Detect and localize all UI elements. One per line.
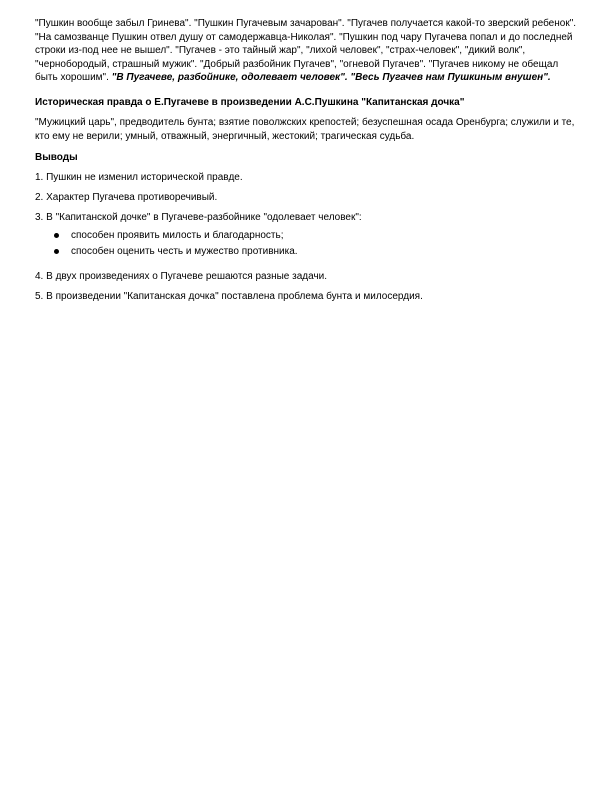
historical-truth-heading: Историческая правда о Е.Пугачеве в произведении А.С.Пушкина "Капитанская дочка" <box>35 96 465 108</box>
conclusion-item-3: 3. В "Капитанской дочке" в Пугачеве-разбойнике "одолевает человек": <box>35 212 362 224</box>
conclusion-item-2: 2. Характер Пугачева противоречивый. <box>35 192 218 204</box>
document-content <box>35 17 583 303</box>
conclusion-bullet-list <box>35 229 583 258</box>
conclusion-item-4: 4. В двух произведениях о Пугачеве решаются разные задачи. <box>35 271 328 283</box>
quotes-text: "Пушкин вообще забыл Гринева". "Пушкин Пугачевым зачарован". "Пугачев получается какой-то зверский ребенок". "На самозванце Пушкин отвел душу от самодержавца-Николая". "Пушкин под чару Пугачева попал и до последней строки из-под нее не вышел". "Пугачев - это тайный жар", "лихой человек", "страх-человек", "дикий волк", "чернобородый, страшный мужик". "Добрый разбойник Пугачев", "огневой Пугачев". "Пугачев никому не обещал быть хорошим". <box>35 18 577 84</box>
bullet-item <box>35 245 583 258</box>
conclusion-item-1: 1. Пушкин не изменил исторической правде. <box>35 172 243 184</box>
quotes-paragraph <box>35 17 583 85</box>
bullet-dot-icon <box>54 233 59 238</box>
conclusions-heading: Выводы <box>35 152 78 164</box>
bullet-text: способен оценить честь и мужество противника. <box>71 246 298 258</box>
historical-truth-text: "Мужицкий царь", предводитель бунта; взятие поволжских крепостей; безуспешная осада Оренбурга; служили и те, кто ему не верили; умный, отважный, энергичный, жестокий; трагическая судьба. <box>35 116 575 142</box>
bullet-item <box>35 229 583 242</box>
bullet-text: способен проявить милость и благодарность; <box>71 230 284 242</box>
conclusion-item-5: 5. В произведении "Капитанская дочка" поставлена проблема бунта и милосердия. <box>35 291 423 303</box>
bullet-dot-icon <box>54 249 59 254</box>
quotes-emphasis: "В Пугачеве, разбойнике, одолевает человек". "Весь Пугачев нам Пушкиным внушен". <box>111 72 551 84</box>
